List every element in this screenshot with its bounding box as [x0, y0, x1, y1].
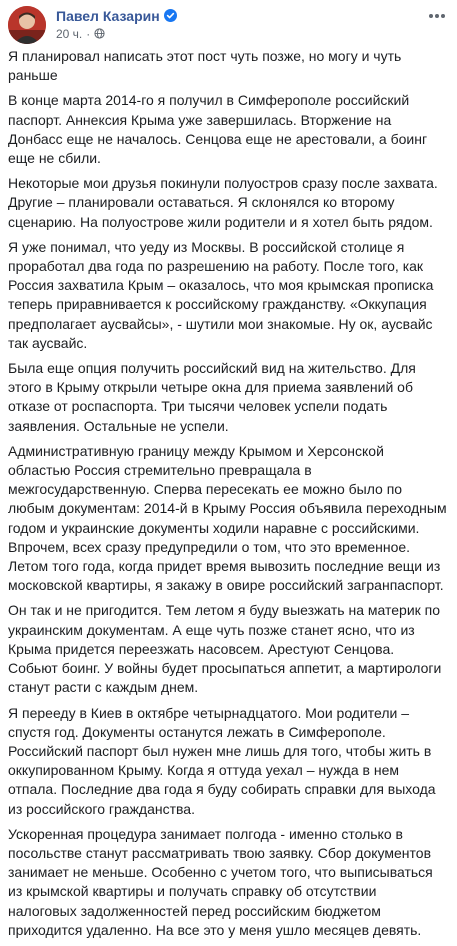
- post-paragraph: Я планировал написать этот пост чуть позже, но могу и чуть раньше: [8, 48, 402, 84]
- author-name-link[interactable]: [56, 8, 177, 24]
- avatar-image: [8, 6, 46, 44]
- post-paragraph: Он так и не пригодится. Тем летом я буду выезжать на материк по украинским документам. А еще чуть позже станет ясно, что из Крыма придется переезжать насовсем. Арестуют Сенцова. Собьют боинг. У войны будет просыпаться аппетит, а мартирологи станут расти с каждым днем.: [8, 602, 442, 696]
- post-timestamp[interactable]: 20 ч.: [56, 27, 83, 41]
- author-name[interactable]: Павел Казарин: [56, 8, 160, 24]
- post-paragraph: Некоторые мои друзья покинули полуостров сразу после захвата. Другие – планировали оставаться. Я склонялся ко второму сценарию. На полуострове жили родители и я хотел быть рядом.: [8, 175, 438, 230]
- post-paragraph: Я уже понимал, что уеду из Москвы. В российской столице я проработал два года по разрешению на работу. После того, как Россия захватила Крым – оказалось, что моя крымская прописка теперь приравнивается к российскому гражданству. «Оккупация предполагает аусвайсы», - шутили мои знакомые. Ну ок, аусвайс так аусвайс.: [8, 238, 434, 351]
- post-paragraph: Ускоренная процедура занимает полгода - именно столько в посольстве станут рассматривать твою заявку. Сбор документов занимает не меньше. Особенно с учетом того, что выписываться из крымской квартиры и получать справку об отсутствии налоговых задолженностей перед российским бюджетом приходится удаленно. На все это у меня ушло месяцев девять.: [8, 825, 433, 938]
- verified-badge-icon: [164, 9, 177, 22]
- post-paragraph: В конце марта 2014-го я получил в Симферополе российский паспорт. Аннексия Крыма уже завершилась. Вторжение на Донбасс еще не началось. Сенцова еще не арестовали, а боинг еще не сбили.: [8, 92, 428, 167]
- post-paragraph: Административную границу между Крымом и Херсонской областью Россия стремительно превращала в межгосударственную. Сперва пересекать ее можно было по любым документам: 2014-й в Крыму Россия объявила переходным годом и украинские документы ходили наравне с российскими. Впрочем, всех сразу предупредили о том, что это временное. Летом того года, когда придет время вывозить последние вещи из московской квартиры, я закажу в овире российский загранпаспорт.: [8, 442, 447, 594]
- post-paragraph: Была еще опция получить российский вид на жительство. Для этого в Крыму открыли четыре окна для приема заявлений об отказе от роспаспорта. Три тысячи человек успели подать заявления. Остальные не успели.: [8, 360, 416, 434]
- post-paragraph: Я перееду в Киев в октябре четырнадцатого. Мои родители – спустя год. Документы останутся лежать в Симферополе. Российский паспорт был нужен мне лишь для того, чтобы жить в оккупированном Крыму. Когда я оттуда уехал – нужда в нем отпала. Последние два года я буду собирать справки для выхода из российского гражданства.: [8, 704, 436, 817]
- post-meta: [56, 27, 105, 41]
- post-body: [8, 47, 447, 946]
- avatar[interactable]: [8, 6, 46, 44]
- separator-dot: ·: [86, 27, 91, 41]
- globe-icon[interactable]: [94, 28, 105, 39]
- post-header: [8, 6, 449, 44]
- more-options-icon[interactable]: [425, 6, 449, 26]
